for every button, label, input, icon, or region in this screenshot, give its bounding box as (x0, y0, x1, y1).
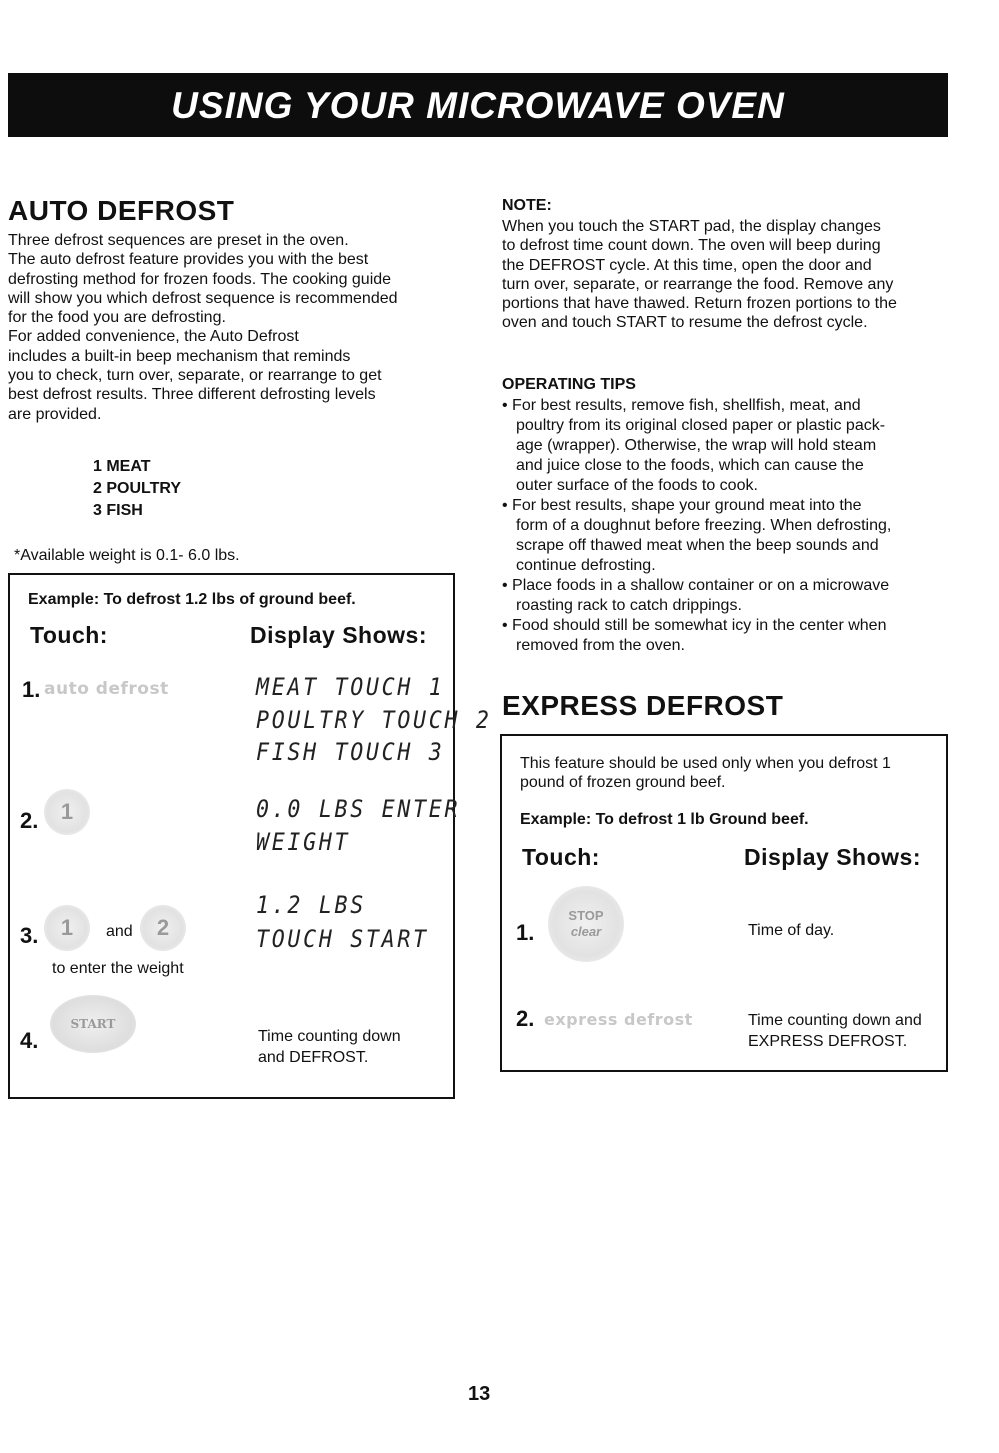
display-text-line: Time counting down (258, 1028, 401, 1045)
touch-header: Touch: (522, 844, 600, 870)
step-number: 2. (20, 808, 39, 833)
auto-defrost-intro (8, 231, 398, 424)
express-defrost-heading: EXPRESS DEFROST (502, 690, 784, 721)
express-defrost-key[interactable]: express defrost (544, 1010, 693, 1029)
stop-key-label: STOP (568, 908, 604, 923)
stop-clear-key[interactable] (548, 886, 624, 962)
page-number: 13 (468, 1383, 491, 1405)
intro-line: defrosting method for frozen foods. The cooking guide (8, 270, 392, 288)
display-text-line: Time of day. (748, 922, 835, 939)
express-intro (520, 754, 891, 793)
step-number: 4. (20, 1028, 39, 1053)
display-text-line: Time counting down and (748, 1012, 922, 1029)
display-text-line: EXPRESS DEFROST. (748, 1033, 908, 1050)
auto-defrost-example-box (8, 573, 492, 1099)
tip-line: • For best results, remove fish, shellfish, meat, and (502, 397, 861, 414)
intro-line: are provided. (8, 405, 102, 423)
display-line: TOUCH START (256, 925, 429, 953)
note-body (502, 217, 897, 333)
express-intro-line: pound of frozen ground beef. (520, 774, 726, 792)
display-text-line: and DEFROST. (258, 1049, 369, 1066)
display-line: FISH TOUCH 3 (256, 738, 445, 766)
operating-tips-title: OPERATING TIPS (502, 376, 636, 393)
step-number: 3. (20, 923, 39, 948)
number-2-key[interactable]: 2 (140, 905, 186, 951)
tip-line: roasting rack to catch drippings. (516, 597, 742, 614)
display-line: MEAT TOUCH 1 (256, 673, 445, 701)
tip-line: removed from the oven. (516, 637, 685, 654)
touch-header: Touch: (30, 622, 108, 648)
tip-line: poultry from its original closed paper or plastic pack- (516, 417, 886, 434)
tip-line: scrape off thawed meat when the beep sounds and (516, 537, 879, 554)
tip-line: • For best results, shape your ground meat into the (502, 497, 862, 514)
level-item: 2 POULTRY (93, 480, 182, 497)
tip-line: age (wrapper). Otherwise, the wrap will hold steam (516, 437, 877, 454)
tip-line: • Place foods in a shallow container or on a microwave (502, 577, 890, 594)
express-intro-line: This feature should be used only when you defrost 1 (520, 755, 891, 772)
express-defrost-box (500, 734, 948, 1072)
tip-line: • Food should still be somewhat icy in the center when (502, 617, 887, 634)
step-number: 1. (22, 677, 41, 702)
display-line: WEIGHT (256, 828, 351, 856)
display-line: 1.2 LBS (256, 891, 366, 919)
intro-line: will show you which defrost sequence is recommended (8, 289, 398, 307)
tip-line: and juice close to the foods, which can cause the (516, 457, 864, 474)
note-line: to defrost time count down. The oven will beep during (502, 237, 881, 255)
auto-defrost-key[interactable]: auto defrost (44, 679, 169, 699)
note-line: oven and touch START to resume the defrost cycle. (502, 314, 868, 332)
intro-line: includes a built-in beep mechanism that reminds (8, 347, 351, 365)
intro-line: best defrost results. Three different defrosting levels (8, 386, 376, 404)
display-line: POULTRY TOUCH 2 (256, 706, 492, 734)
intro-line: you to check, turn over, separate, or rearrange to get (8, 367, 382, 385)
display-line: 0.0 LBS ENTER (256, 795, 461, 823)
step-number: 1. (516, 920, 535, 945)
level-item: 1 MEAT (93, 458, 151, 475)
level-item: 3 FISH (93, 502, 143, 519)
note-line: portions that have thawed. Return frozen portions to the (502, 295, 897, 313)
intro-line: The auto defrost feature provides you with the best (8, 251, 369, 269)
intro-line: For added convenience, the Auto Defrost (8, 328, 299, 346)
note-line: the DEFROST cycle. At this time, open the door and (502, 256, 872, 274)
header-banner (8, 73, 948, 137)
step-number: 2. (516, 1006, 535, 1031)
display-text (258, 1026, 401, 1068)
note-title: NOTE: (502, 197, 552, 214)
display-text (748, 1010, 922, 1052)
weight-note: *Available weight is 0.1- 6.0 lbs. (14, 547, 240, 564)
clear-key-label: clear (570, 924, 602, 939)
start-key[interactable]: START (50, 995, 136, 1053)
operating-tips-list (502, 396, 891, 656)
note-line: turn over, separate, or rearrange the food. Remove any (502, 275, 894, 293)
display-header: Display Shows: (250, 622, 427, 648)
tip-line: outer surface of the foods to cook. (516, 477, 758, 494)
and-text: and (106, 923, 133, 940)
intro-line: Three defrost sequences are preset in the oven. (8, 232, 349, 249)
auto-defrost-heading: AUTO DEFROST (8, 195, 235, 226)
number-1-key[interactable]: 1 (44, 905, 90, 951)
express-example-title: Example: To defrost 1 lb Ground beef. (520, 811, 809, 828)
intro-line: for the food you are defrosting. (8, 309, 226, 327)
enter-weight-note: to enter the weight (52, 960, 184, 977)
page-header-title: USING YOUR MICROWAVE OVEN (171, 85, 785, 126)
defrost-levels-list (93, 456, 181, 522)
example-title: Example: To defrost 1.2 lbs of ground beef. (28, 591, 356, 608)
tip-line: continue defrosting. (516, 557, 656, 574)
number-1-key[interactable]: 1 (44, 789, 90, 835)
tip-line: form of a doughnut before freezing. When defrosting, (516, 517, 892, 534)
note-line: When you touch the START pad, the display changes (502, 218, 881, 235)
display-header: Display Shows: (744, 844, 921, 870)
